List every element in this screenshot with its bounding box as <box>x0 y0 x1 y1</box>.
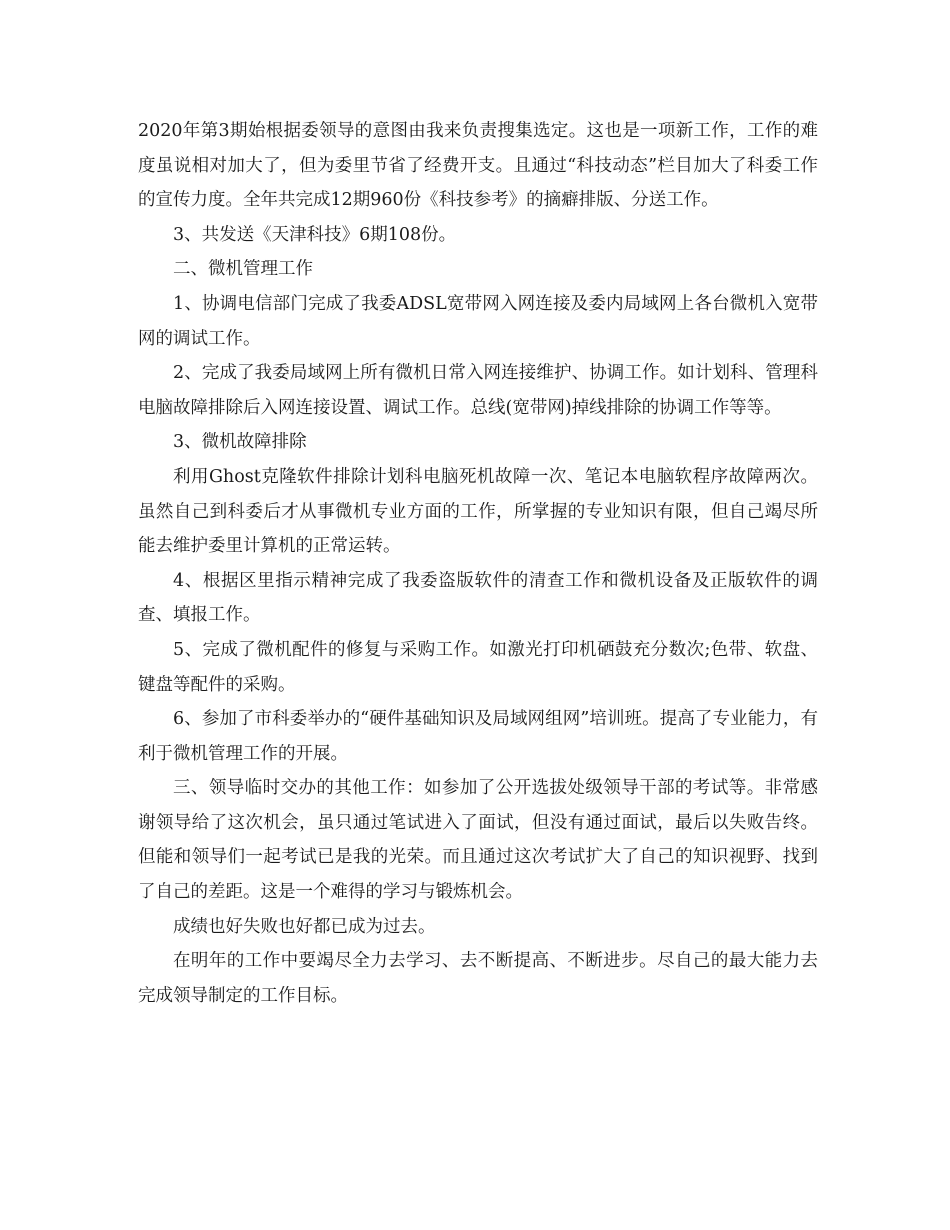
paragraph: 4、根据区里指示精神完成了我委盗版软件的清查工作和微机设备及正版软件的调查、填报工作。 <box>138 570 818 626</box>
section-heading: 三、领导临时交办的其他工作：如参加了公开选拔处级领导干部的考试等。非常感谢领导给了这次机会，虽只通过笔试进入了面试，但没有通过面试，最后以失败告终。但能和领导们一起考试已是我的光荣。而且通过这次考试扩大了自己的知识视野、找到了自己的差距。这是一个难得的学习与锻炼机会。 <box>138 778 818 903</box>
document-body <box>138 114 818 1013</box>
section-heading: 二、微机管理工作 <box>173 259 313 280</box>
paragraph: 2020年第3期始根据委领导的意图由我来负责搜集选定。这也是一项新工作，工作的难度虽说相对加大了，但为委里节省了经费开支。且通过“科技动态”栏目加大了科委工作的宣传力度。全年共完成12期960份《科技参考》的摘癖排版、分送工作。 <box>138 121 818 211</box>
paragraph: 3、共发送《天津科技》6期108份。 <box>173 224 457 245</box>
paragraph: 5、完成了微机配件的修复与采购工作。如激光打印机硒鼓充分数次;色带、软盘、键盘等配件的采购。 <box>138 639 818 695</box>
paragraph: 在明年的工作中要竭尽全力去学习、去不断提高、不断进步。尽自己的最大能力去完成领导制定的工作目标。 <box>138 951 818 1006</box>
paragraph: 1、协调电信部门完成了我委ADSL宽带网入网连接及委内局域网上各台微机入宽带网的调试工作。 <box>138 293 818 349</box>
paragraph: 2、完成了我委局域网上所有微机日常入网连接维护、协调工作。如计划科、管理科电脑故障排除后入网连接设置、调试工作。总线(宽带网)掉线排除的协调工作等等。 <box>138 363 818 418</box>
paragraph: 3、微机故障排除 <box>173 432 307 453</box>
paragraph: 6、参加了市科委举办的“硬件基础知识及局域网组网”培训班。提高了专业能力，有利于微机管理工作的开展。 <box>138 709 818 764</box>
paragraph: 成绩也好失败也好都已成为过去。 <box>173 916 436 937</box>
paragraph: 利用Ghost克隆软件排除计划科电脑死机故障一次、笔记本电脑软程序故障两次。虽然自己到科委后才从事微机专业方面的工作，所掌握的专业知识有限，但自己竭尽所能去维护委里计算机的正常运转。 <box>138 466 818 557</box>
